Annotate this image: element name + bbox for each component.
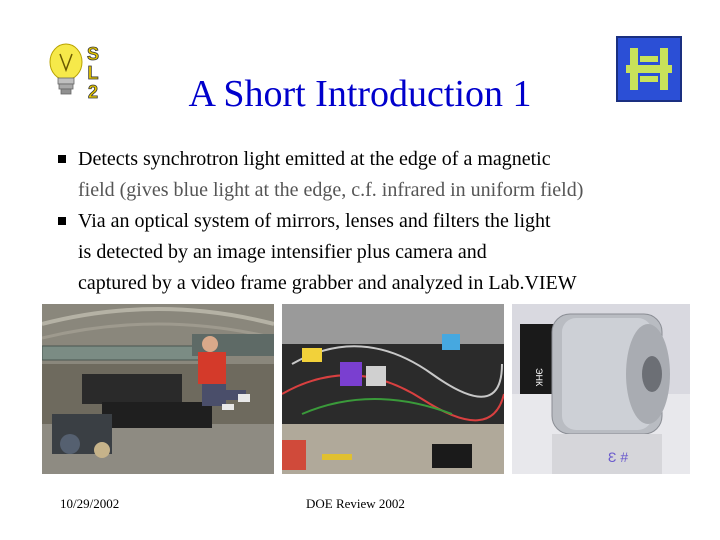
bullet-line: Via an optical system of mirrors, lenses and filters the light (78, 210, 551, 232)
photo-technician-tunnel (42, 304, 274, 474)
bullet-item (58, 144, 708, 206)
sl2-logo (44, 40, 106, 104)
sl2-letter-s: S (86, 44, 100, 64)
slide-title: A Short Introduction 1 (188, 73, 532, 115)
footer-date: 10/29/2002 (60, 496, 120, 511)
square-bullet-icon (58, 217, 66, 225)
svg-text:Ɛ #: Ɛ # (608, 449, 629, 465)
bullet-line: is detected by an image intensifier plus camera and (78, 241, 487, 263)
lightbulb-icon (44, 40, 106, 104)
bullet-line: Detects synchrotron light emitted at the edge of a magnetic (78, 148, 551, 170)
fermilab-logo-icon (616, 36, 682, 102)
bullet-list (58, 144, 708, 299)
bullet-item (58, 206, 708, 299)
square-bullet-icon (58, 155, 66, 163)
photo-optics-box (282, 304, 504, 474)
footer-title: DOE Review 2002 (306, 496, 405, 511)
bullet-line: captured by a video frame grabber and analyzed in Lab.VIEW (78, 272, 577, 294)
sl2-letter-l: L (87, 63, 99, 83)
bullet-line: field (gives blue light at the edge, c.f. infrared in uniform field) (78, 179, 584, 201)
sl2-letter-2: 2 (87, 82, 99, 102)
camera-label: ЭНК (534, 368, 544, 387)
photo-camera-housing (512, 304, 690, 474)
fermilab-logo (616, 36, 682, 102)
